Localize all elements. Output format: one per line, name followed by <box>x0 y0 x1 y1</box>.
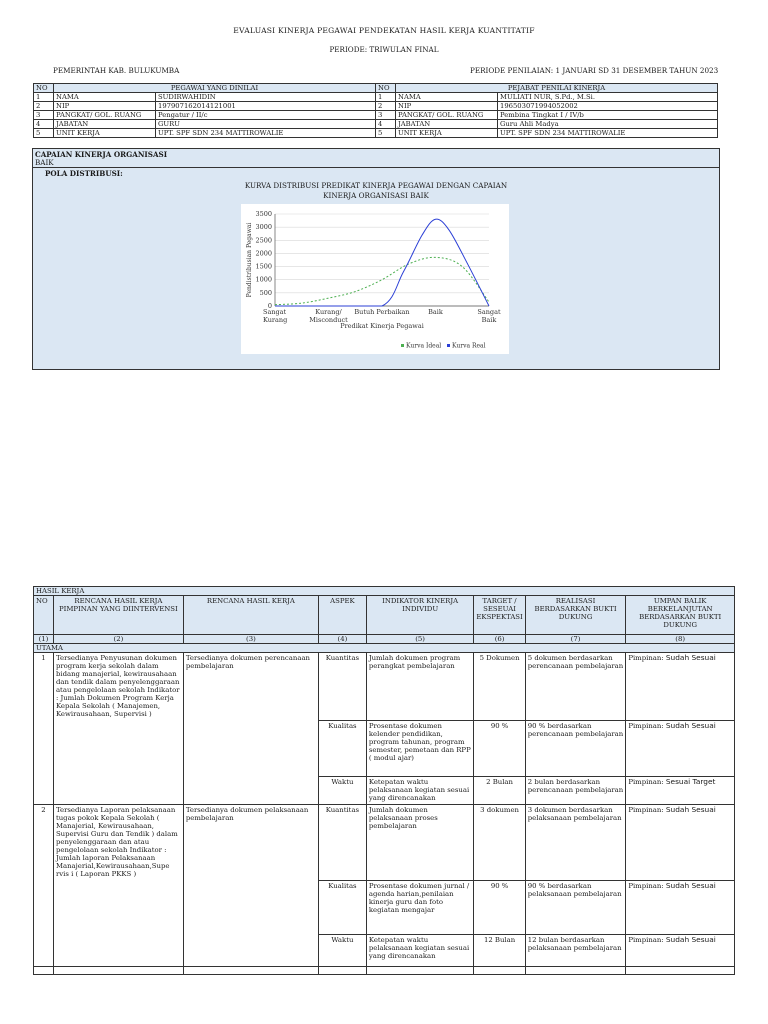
x-tick-label: Baik <box>428 308 443 316</box>
distribution-chart <box>241 204 509 354</box>
indikator-cell: Prosentase dokumen kelender pendidikan, program tahunan, program semester, pemetaan dan RPP ( modul ajar) <box>366 721 474 777</box>
column-number: (6) <box>474 635 525 644</box>
pejabat-value: UPT. SPF SDN 234 MATTIROWALIE <box>498 129 718 138</box>
umpan-balik-cell <box>626 653 735 721</box>
rencana-pimpinan: Tersedianya Penyusunan dokumen program kerja sekolah dalam bidang manajerial, kewirausahaan dan tendik dalam penyelenggaraan atau pengelolaan sekolah Indikator : Jumlah Dokumen Program Kerja Kepala Sekolah ( Manajemen, Kewirausahaan, Supervisi ) <box>53 653 183 805</box>
hasil-kerja-empty-row <box>34 967 735 975</box>
empty-cell <box>318 967 366 975</box>
info-row <box>34 120 718 129</box>
info-label: UNIT KERJA <box>54 129 156 138</box>
pegawai-value: Pengatur / II/c <box>156 111 376 120</box>
pegawai-value: GURU <box>156 120 376 129</box>
aspek-cell: Kualitas <box>318 881 366 935</box>
realisasi-cell: 90 % berdasarkan pelaksanaan pembelajaran <box>525 881 626 935</box>
column-header: TARGET / SESEUAI EKSPEKTASI <box>474 596 525 635</box>
info-label: NIP <box>54 102 156 111</box>
info-label: PANGKAT/ GOL. RUANG <box>396 111 498 120</box>
empty-cell <box>626 967 735 975</box>
pejabat-value: MULIATI NUR, S.Pd., M.Si. <box>498 93 718 102</box>
column-number: (3) <box>183 635 318 644</box>
column-header: REALISASI BERDASARKAN BUKTI DUKUNG <box>525 596 626 635</box>
feedback-value: Sudah Sesuai <box>665 805 716 814</box>
pejabat-header: PEJABAT PENILAI KINERJA <box>396 84 718 93</box>
info-no: 2 <box>34 102 54 111</box>
aspek-cell: Waktu <box>318 935 366 967</box>
umpan-balik-cell <box>626 721 735 777</box>
legend-marker <box>401 344 404 347</box>
info-table <box>33 83 718 138</box>
info-row <box>34 129 718 138</box>
column-header: NO <box>34 596 54 635</box>
indikator-cell: Jumlah dokumen pelaksanaan proses pembelajaran <box>366 805 474 881</box>
item-no: 1 <box>34 653 54 805</box>
y-tick-label: 3000 <box>255 223 272 232</box>
y-tick-label: 500 <box>259 288 272 297</box>
capaian-section <box>32 148 720 370</box>
column-header: RENCANA HASIL KERJA <box>183 596 318 635</box>
info-no: 1 <box>376 93 396 102</box>
empty-cell <box>53 967 183 975</box>
document-title: EVALUASI KINERJA PEGAWAI PENDEKATAN HASIL KERJA KUANTITATIF <box>233 26 535 35</box>
column-number: (8) <box>626 635 735 644</box>
info-no: 1 <box>34 93 54 102</box>
utama-label: UTAMA <box>34 644 735 653</box>
x-axis-title: Predikat Kinerja Pegawai <box>340 322 424 330</box>
no-header: NO <box>34 84 54 93</box>
y-axis-title: Pendistribusian Pegawai <box>246 222 253 298</box>
feedback-prefix: Pimpinan: <box>628 882 664 890</box>
realisasi-cell: 3 dokumen berdasarkan pelaksanaan pembelajaran <box>525 805 626 881</box>
pola-distribusi-label: POLA DISTRIBUSI: <box>45 169 123 178</box>
indikator-cell: Ketepatan waktu pelaksanaan kegiatan sesuai yang direncanakan <box>366 777 474 805</box>
rencana-hasil-kerja: Tersedianya dokumen pelaksanaan pembelajaran <box>183 805 318 967</box>
info-label: PANGKAT/ GOL. RUANG <box>54 111 156 120</box>
umpan-balik-cell <box>626 935 735 967</box>
x-tick-label: Kurang/ <box>315 308 342 316</box>
hasil-kerja-number-row <box>34 635 735 644</box>
x-tick-label: Butuh Perbaikan <box>354 308 410 316</box>
feedback-prefix: Pimpinan: <box>628 806 664 814</box>
realisasi-cell: 90 % berdasarkan perencanaan pembelajaran <box>525 721 626 777</box>
y-tick-label: 1500 <box>255 262 272 271</box>
feedback-value: Sesuai Target <box>665 777 716 786</box>
empty-cell <box>183 967 318 975</box>
aspek-cell: Kualitas <box>318 721 366 777</box>
no-header: NO <box>376 84 396 93</box>
indikator-cell: Ketepatan waktu pelaksanaan kegiatan sesuai yang direncanakan <box>366 935 474 967</box>
feedback-prefix: Pimpinan: <box>628 722 664 730</box>
feedback-value: Sudah Sesuai <box>665 721 716 730</box>
indikator-cell: Prosentase dokumen jurnal / agenda harian,penilaian kinerja guru dan foto kegiatan mengajar <box>366 881 474 935</box>
x-tick-label: Baik <box>481 316 497 324</box>
hasil-kerja-row <box>34 805 735 881</box>
target-cell: 12 Bulan <box>474 935 525 967</box>
y-tick-label: 1000 <box>255 275 272 284</box>
y-tick-label: 0 <box>267 302 272 310</box>
feedback-value: Sudah Sesuai <box>665 881 716 890</box>
instansi-label: PEMERINTAH KAB. BULUKUMBA <box>53 66 180 75</box>
empty-cell <box>366 967 474 975</box>
empty-cell <box>525 967 626 975</box>
hasil-kerja-row <box>34 653 735 721</box>
aspek-cell: Kuantitas <box>318 653 366 721</box>
info-row <box>34 102 718 111</box>
column-number: (2) <box>53 635 183 644</box>
legend-marker <box>447 344 450 347</box>
y-tick-label: 2500 <box>255 236 272 245</box>
x-tick-label: Misconduct <box>309 316 348 324</box>
column-header: INDIKATOR KINERJA INDIVIDU <box>366 596 474 635</box>
pejabat-value: Guru Ahli Madya <box>498 120 718 129</box>
chart-title-line1: KURVA DISTRIBUSI PREDIKAT KINERJA PEGAWAI DENGAN CAPAIAN <box>244 181 508 190</box>
pegawai-value: SUDIRWAHIDIN <box>156 93 376 102</box>
feedback-prefix: Pimpinan: <box>628 778 664 786</box>
periode-penilaian-label: PERIODE PENILAIAN: 1 JANUARI SD 31 DESEMBER TAHUN 2023 <box>470 66 719 75</box>
info-label: NAMA <box>396 93 498 102</box>
pejabat-value: 196503071994052002 <box>498 102 718 111</box>
empty-cell <box>34 967 54 975</box>
capaian-label: CAPAIAN KINERJA ORGANISASI <box>35 150 168 159</box>
info-no: 3 <box>376 111 396 120</box>
umpan-balik-cell <box>626 805 735 881</box>
column-header: RENCANA HASIL KERJA PIMPINAN YANG DIINTERVENSI <box>53 596 183 635</box>
info-row <box>34 111 718 120</box>
indikator-cell: Jumlah dokumen program perangkat pembelajaran <box>366 653 474 721</box>
feedback-value: Sudah Sesuai <box>665 935 716 944</box>
hasil-kerja-table <box>33 586 735 975</box>
umpan-balik-cell <box>626 881 735 935</box>
info-row <box>34 93 718 102</box>
hasil-kerja-header-row <box>34 596 735 635</box>
column-number: (5) <box>366 635 474 644</box>
info-no: 4 <box>376 120 396 129</box>
info-label: NAMA <box>54 93 156 102</box>
info-label: JABATAN <box>54 120 156 129</box>
pejabat-value: Pembina Tingkat I / IV/b <box>498 111 718 120</box>
info-no: 3 <box>34 111 54 120</box>
aspek-cell: Kuantitas <box>318 805 366 881</box>
x-tick-label: Kurang <box>263 316 288 324</box>
target-cell: 2 Bulan <box>474 777 525 805</box>
target-cell: 5 Dokumen <box>474 653 525 721</box>
x-tick-label: Sangat <box>263 308 287 316</box>
info-label: NIP <box>396 102 498 111</box>
column-number: (4) <box>318 635 366 644</box>
pegawai-value: UPT. SPF SDN 234 MATTIROWALIE <box>156 129 376 138</box>
legend-label: Kurva Real <box>452 342 486 350</box>
info-no: 5 <box>376 129 396 138</box>
realisasi-cell: 5 dokumen berdasarkan perencanaan pembelajaran <box>525 653 626 721</box>
feedback-value: Sudah Sesuai <box>665 653 716 662</box>
hasil-kerja-section-label: HASIL KERJA <box>34 587 735 596</box>
column-header: UMPAN BALIK BERKELANJUTAN BERDASARKAN BUKTI DUKUNG <box>626 596 735 635</box>
aspek-cell: Waktu <box>318 777 366 805</box>
legend-label: Kurva Ideal <box>406 342 442 350</box>
info-no: 4 <box>34 120 54 129</box>
feedback-prefix: Pimpinan: <box>628 936 664 944</box>
target-cell: 90 % <box>474 881 525 935</box>
distribution-chart-svg <box>241 204 509 354</box>
column-number: (7) <box>525 635 626 644</box>
item-no: 2 <box>34 805 54 967</box>
realisasi-cell: 12 bulan berdasarkan pelaksanaan pembelajaran <box>525 935 626 967</box>
info-label: JABATAN <box>396 120 498 129</box>
y-tick-label: 3500 <box>255 210 272 218</box>
info-no: 5 <box>34 129 54 138</box>
series-line-ideal <box>275 257 489 304</box>
pegawai-header: PEGAWAI YANG DINILAI <box>54 84 376 93</box>
target-cell: 3 dokumen <box>474 805 525 881</box>
realisasi-cell: 2 bulan berdasarkan perencanaan pembelajaran <box>525 777 626 805</box>
column-number: (1) <box>34 635 54 644</box>
y-tick-label: 2000 <box>255 249 272 258</box>
rencana-hasil-kerja: Tersedianya dokumen perencanaan pembelajaran <box>183 653 318 805</box>
info-table-header <box>34 84 718 93</box>
chart-title-line2: KINERJA ORGANISASI BAIK <box>323 191 429 200</box>
periode-label: PERIODE: TRIWULAN FINAL <box>329 45 439 54</box>
capaian-value: BAIK <box>35 158 54 167</box>
info-no: 2 <box>376 102 396 111</box>
feedback-prefix: Pimpinan: <box>628 654 664 662</box>
info-label: UNIT KERJA <box>396 129 498 138</box>
column-header: ASPEK <box>318 596 366 635</box>
target-cell: 90 % <box>474 721 525 777</box>
pegawai-value: 197907162014121001 <box>156 102 376 111</box>
umpan-balik-cell <box>626 777 735 805</box>
empty-cell <box>474 967 525 975</box>
x-tick-label: Sangat <box>477 308 501 316</box>
rencana-pimpinan: Tersedianya Laporan pelaksanaan tugas pokok Kepala Sekolah ( Manajerial, Kewirausahaan, Supervisi Guru dan Tendik ) dalam penyelenggaraan dan atau pengelolaan sekolah Indikator : Jumlah laporan Pelaksanaan Manajerial,Kewirausahaan,Supe rvis i ( Laporan PKKS ) <box>53 805 183 967</box>
